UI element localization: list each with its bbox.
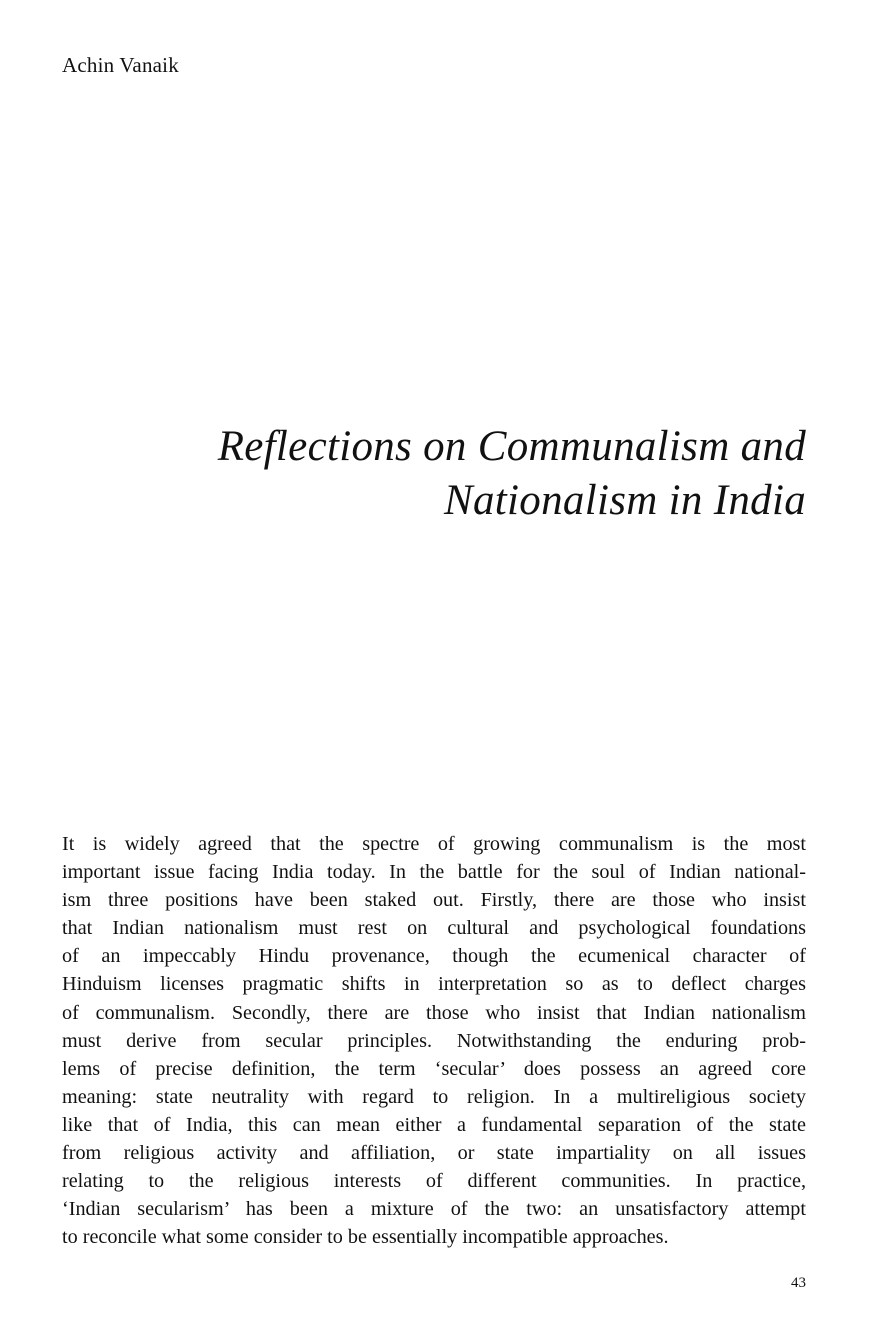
text-line: important issue facing India today. In the battle for the soul of Indian national- <box>62 861 806 884</box>
title-line: Nationalism in India <box>444 477 806 524</box>
text-line: must derive from secular principles. Notwithstanding the enduring prob- <box>62 1029 806 1052</box>
body-paragraph <box>62 830 806 1251</box>
text-line: lems of precise definition, the term ‘secular’ does possess an agreed core <box>62 1057 806 1080</box>
text-line: ism three positions have been staked out. Firstly, there are those who insist <box>62 889 806 912</box>
text-line: like that of India, this can mean either a fundamental separation of the state <box>62 1113 806 1136</box>
text-line: It is widely agreed that the spectre of growing communalism is the most <box>62 833 806 855</box>
title-line: Reflections on Communalism and <box>217 423 806 470</box>
text-line: to reconcile what some consider to be essentially incompatible approaches. <box>62 1226 669 1249</box>
text-line: of an impeccably Hindu provenance, though the ecumenical character of <box>62 945 806 968</box>
page-number: 43 <box>791 1275 806 1291</box>
author-name: Achin Vanaik <box>62 53 179 77</box>
text-line: of communalism. Secondly, there are those who insist that Indian nationalism <box>62 1001 806 1024</box>
article-title <box>166 420 806 528</box>
text-line: meaning: state neutrality with regard to religion. In a multireligious society <box>62 1085 806 1108</box>
text-line: relating to the religious interests of different communities. In practice, <box>62 1170 806 1193</box>
text-line: ‘Indian secularism’ has been a mixture of the two: an unsatisfactory attempt <box>62 1198 806 1221</box>
text-line: from religious activity and affiliation, or state impartiality on all issues <box>62 1142 806 1165</box>
text-line: Hinduism licenses pragmatic shifts in interpretation so as to deflect charges <box>62 973 806 996</box>
text-line: that Indian nationalism must rest on cultural and psychological foundations <box>62 917 806 940</box>
